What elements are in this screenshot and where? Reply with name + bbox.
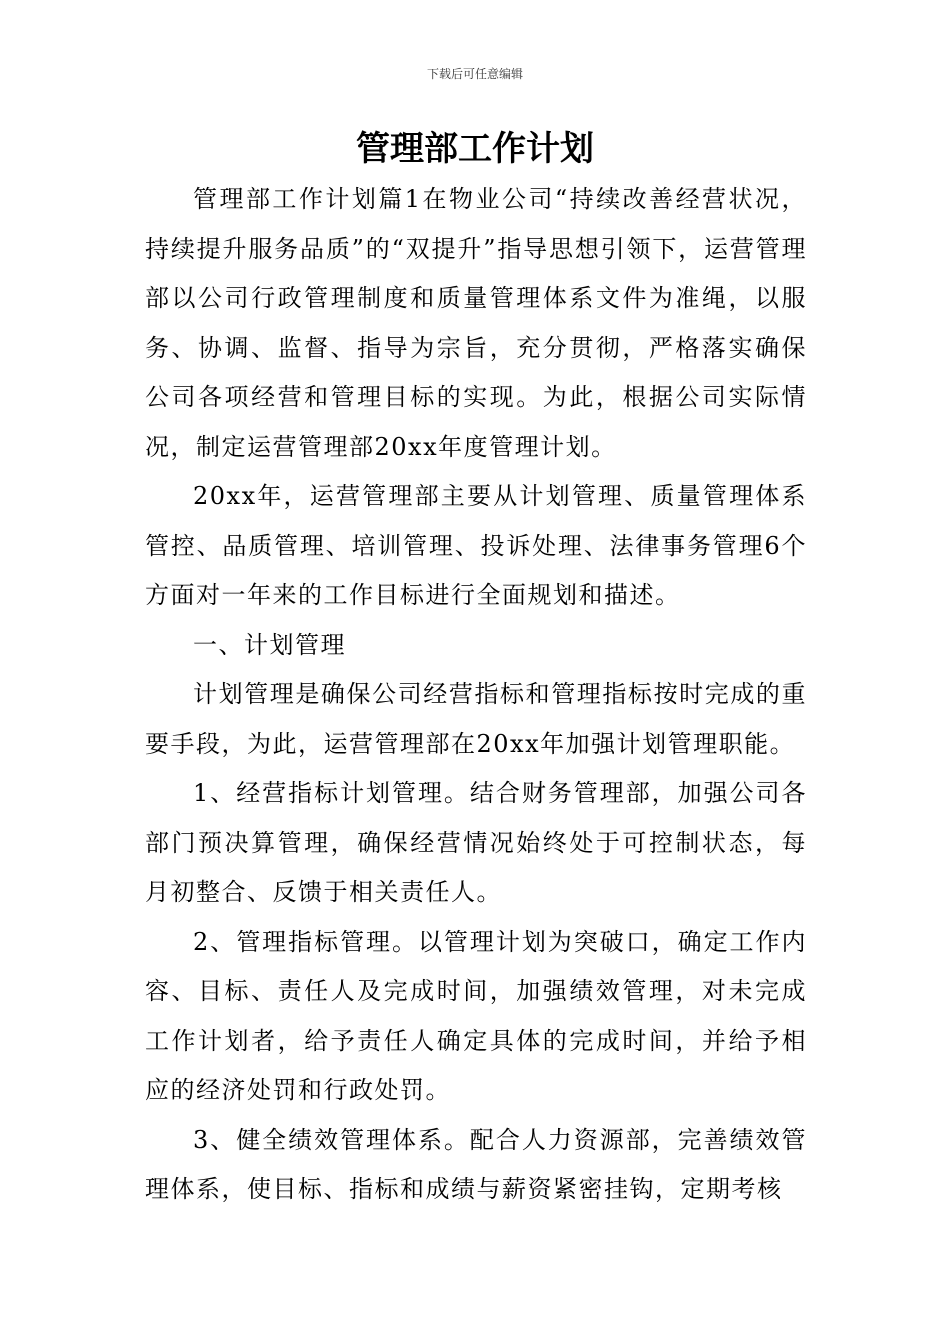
header-note: 下载后可任意编辑: [426, 67, 523, 81]
paragraph-overview: 20xx年，运营管理部主要从计划管理、质量管理体系管控、品质管理、培训管理、投诉处理、法律事务管理6个方面对一年来的工作目标进行全面规划和描述。: [145, 482, 807, 609]
page-title: 管理部工作计划: [356, 129, 594, 169]
paragraph-intro: 管理部工作计划篇1在物业公司“持续改善经营状况，持续提升服务品质”的“双提升”指导思想引领下，运营管理部以公司行政管理制度和质量管理体系文件为准绳，以服务、协调、监督、指导为宗旨，充分贯彻，严格落实确保公司各项经营和管理目标的实现。为此，根据公司实际情况，制定运营管理部20xx年度管理计划。: [145, 185, 807, 461]
document-body: [145, 175, 807, 1215]
section-heading-plan-management: 一、计划管理: [193, 630, 346, 659]
list-item-2: 2、管理指标管理。以管理计划为突破口，确定工作内容、目标、责任人及完成时间，加强绩效管理，对未完成工作计划者，给予责任人确定具体的完成时间，并给予相应的经济处罚和行政处罚。: [145, 927, 807, 1104]
paragraph-plan-management: 计划管理是确保公司经营指标和管理指标按时完成的重要手段，为此，运营管理部在20xx年加强计划管理职能。: [145, 680, 807, 758]
list-item-3: 3、健全绩效管理体系。配合人力资源部，完善绩效管理体系，使目标、指标和成绩与薪资紧密挂钩，定期考核: [145, 1125, 807, 1203]
list-item-1: 1、经营指标计划管理。结合财务管理部，加强公司各部门预决算管理，确保经营情况始终处于可控制状态，每月初整合、反馈于相关责任人。: [145, 779, 807, 906]
